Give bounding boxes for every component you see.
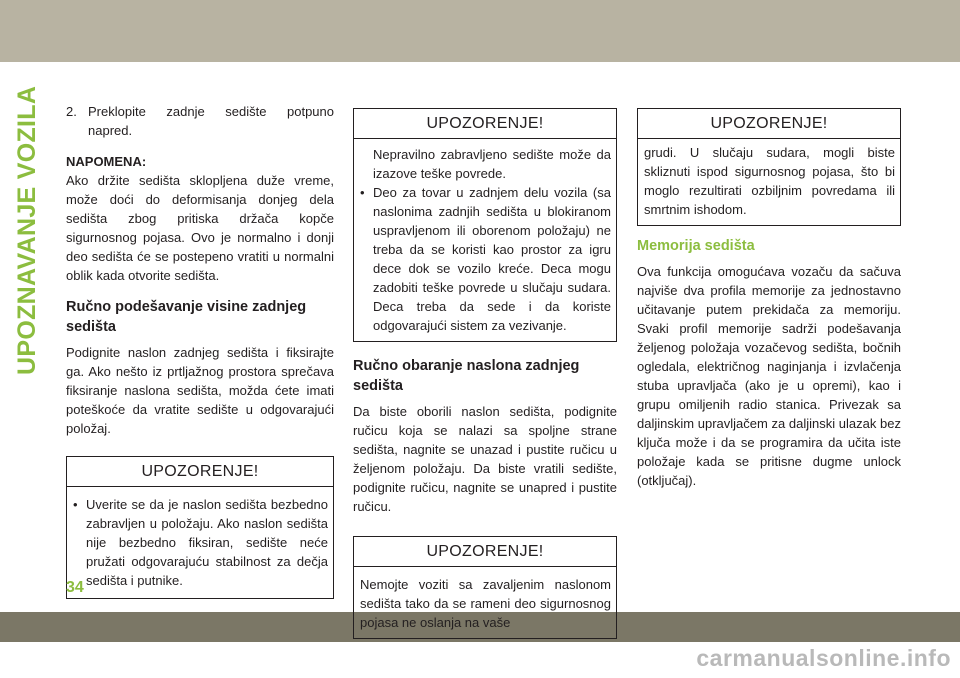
warning-title: UPOZORENJE! [67, 457, 333, 487]
column-2 [353, 108, 617, 639]
column-3 [637, 108, 901, 490]
note-text: Ako držite sedišta sklopljena duže vreme, može doći do deformisanja donjeg dela sedišta zbog pritiska držača kopče sigurnosnog pojasa. Ovo je normalno i donji deo sedišta će se postepeno vratiti u normalni oblik kada otvorite sedišta. [66, 173, 334, 283]
column-1 [66, 102, 334, 599]
warning-box-continued [637, 108, 901, 226]
warning-box-continued [353, 108, 617, 342]
warning-2-text: Nemojte voziti sa zavaljenim naslonom sedišta tako da se rameni deo sigurnosnog pojasa ne oslanja na vaše [360, 577, 611, 630]
warning-box-2 [353, 536, 617, 639]
warning-box [66, 456, 334, 599]
warning-bullet [360, 183, 611, 335]
warning-bullet [73, 495, 328, 590]
warning-title: UPOZORENJE! [638, 109, 900, 139]
item-number: 2. [66, 104, 77, 119]
warning-continued-text: Nepravilno zabravljeno sedište može da izazove teške povrede. [373, 147, 611, 181]
numbered-item-2 [66, 102, 334, 140]
item-text-line1: Preklopite zadnje sedište potpuno [88, 104, 334, 119]
watermark: carmanualsonline.info [696, 645, 951, 671]
warning-title: UPOZORENJE! [354, 537, 616, 567]
top-band [0, 0, 960, 62]
warning-bullet-text: Deo za tovar u zadnjem delu vozila (sa naslonima zadnjih sedišta u blokiranom uspravljenom ili oborenom položaju) ne treba da se koristi kao prostor za igru dece dok se vozilo kreće. Deca mogu zadobiti teške povrede u slučaju sudara. Deca treba da sede i da koriste odgovarajući sistem za vezivanje. [373, 185, 611, 333]
section-title-vertical: UPOZNAVANJE VOZILA [13, 85, 41, 375]
warning-bullet-text: Uverite se da je naslon sedišta bezbedno zabravljen u položaju. Ako naslon sedišta nije bezbedno fiksiran, sedište neće pružati odgovarajuću stabilnost za dečja sedišta i putnike. [86, 497, 328, 588]
paragraph-memory: Ova funkcija omogućava vozaču da sačuva najviše dva profila memorije za jednostavno učitavanje putem prekidača za memoriju. Svaki profil memorije sadrži podešavanja željenog položaja vozačevog sedišta, bočnih ogledala, električnog naginjanja i izvlačenja stuba upravljača (ako je u opremi), kao i grupu omiljenih radio stanica. Privezak sa daljinskim upravljačem za daljinski ulazak bez ključa može i da se programira da učita iste položaje kada se pritisne dugme unlock (otključaj). [637, 264, 901, 488]
section-heading-height-adjust: Ručno podešavanje visine zadnjeg sedišta [66, 299, 307, 335]
paragraph-height-adjust: Podignite naslon zadnjeg sedišta i fiksirajte ga. Ako nešto iz prtljažnog prostora sprečava fiksiranje naslona sedišta, možda ćete imati poteškoće da vratite sedište u odgovarajući položaj. [66, 345, 334, 436]
bullet-icon: • [360, 185, 365, 200]
page-number: 34 [66, 579, 84, 596]
section-heading-memory: Memorija sedišta [637, 238, 755, 254]
paragraph-recline: Da biste oborili naslon sedišta, podignite ručicu koja se nalazi sa spoljne strane sedišta, nagnite se unazad i pustite ručicu u željenom položaju. Da biste vratili sedište, podignite ručicu, nagnite se unapred i pustite ručicu. [353, 404, 617, 514]
note-label: NAPOMENA: [66, 154, 147, 169]
warning-title: UPOZORENJE! [354, 109, 616, 139]
warning-continued-text: grudi. U slučaju sudara, mogli biste skliznuti ispod sigurnosnog pojasa, što bi moglo rezultirati ozbiljnim povredama ili smrtnim ishodom. [644, 145, 895, 217]
section-heading-recline: Ručno obaranje naslona zadnjeg sedišta [353, 358, 580, 394]
item-text-line2: napred. [88, 123, 133, 138]
bullet-icon: • [73, 497, 78, 512]
